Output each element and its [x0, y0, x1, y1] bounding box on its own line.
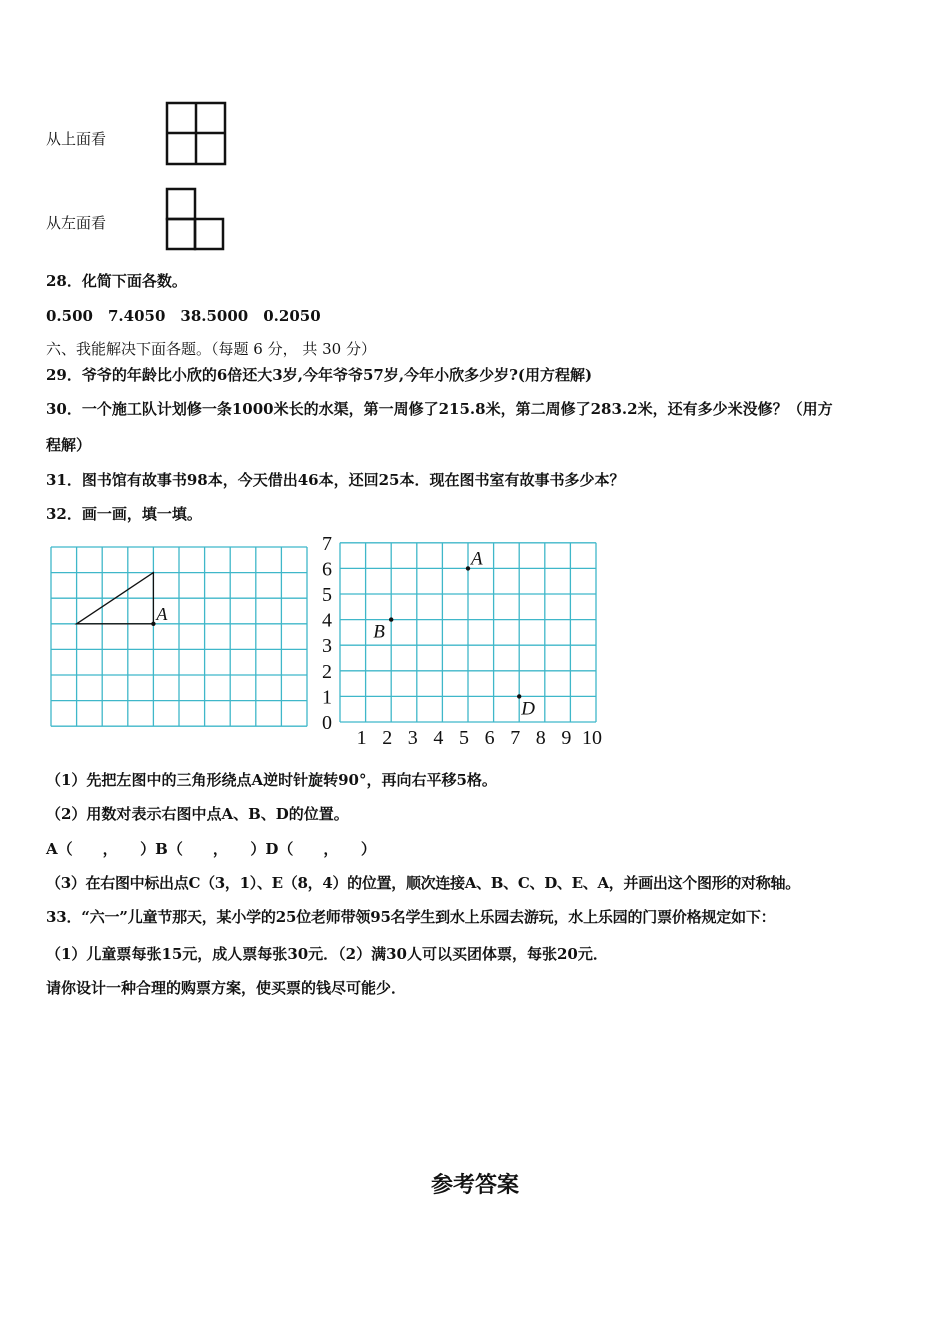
x-tick-label: 2 [382, 727, 393, 749]
x-tick-label: 3 [407, 727, 418, 749]
question-32-sub2: （2）用数对表示右图中点A、B、D的位置。 [46, 805, 349, 823]
question-30-line1: 30．一个施工队计划修一条1000米长的水渠，第一周修了215.8米，第二周修了283.2米，还有多少米没修？（用方 [46, 400, 833, 418]
left-grid-figure [48, 544, 312, 730]
question-32-title: 32．画一画，填一填。 [46, 505, 202, 523]
point-a-label: A [156, 603, 168, 624]
question-32-blanks: A（ ， ）B（ ， ）D（ ， ） [46, 840, 376, 858]
x-tick-label: 9 [561, 727, 572, 749]
top-view-label: 从上面看 [46, 130, 107, 148]
question-31: 31．图书馆有故事书98本，今天借出46本，还回25本．现在图书室有故事书多少本？ [46, 471, 625, 489]
x-tick-label: 6 [484, 727, 495, 749]
point-b-dot [389, 617, 393, 621]
question-33-line2: （1）儿童票每张15元，成人票每张30元．（2）满30人可以买团体票，每张20元． [46, 945, 608, 963]
point-a-label: A [471, 548, 483, 570]
answer-title: 参考答案 [430, 1172, 519, 1198]
question-28-numbers: 0.500 7.4050 38.5000 0.2050 [46, 307, 321, 325]
y-tick-label: 5 [322, 584, 332, 606]
question-32-sub1: （1）先把左图中的三角形绕点A逆时针旋转90°，再向右平移5格。 [46, 771, 497, 789]
left-view-figure [164, 186, 226, 252]
y-tick-label: 0 [322, 712, 332, 734]
y-tick-label: 4 [322, 609, 332, 632]
question-32-sub3: （3）在右图中标出点C（3，1）、E（8，4）的位置，顺次连接A、B、C、D、E、A，并画出这个图形的对称轴。 [46, 874, 800, 892]
top-view-figure [164, 100, 228, 168]
point-b-label: B [373, 621, 385, 643]
question-33-line3: 请你设计一种合理的购票方案，使买票的钱尽可能少． [46, 979, 407, 997]
section-6-title: 六、我能解决下面各题。（每题 6 分， 共 30 分） [46, 340, 376, 358]
y-tick-label: 2 [322, 660, 332, 683]
x-tick-label: 8 [535, 727, 546, 749]
x-tick-label: 5 [459, 727, 469, 749]
question-29: 29．爷爷的年龄比小欣的6倍还大3岁,今年爷爷57岁,今年小欣多少岁?(用方程解) [46, 366, 593, 384]
x-tick-label: 1 [356, 727, 367, 749]
question-30-line2: 程解） [46, 436, 92, 454]
x-tick-label: 7 [510, 727, 521, 749]
point-a-dot [151, 622, 155, 626]
question-33-line1: 33．“六一”儿童节那天，某小学的25位老师带领95名学生到水上乐园去游玩，水上乐园的门票价格规定如下： [46, 908, 776, 926]
left-view-label: 从左面看 [46, 214, 107, 232]
y-tick-label: 6 [322, 558, 332, 581]
right-grid-figure [318, 532, 614, 750]
y-tick-label: 1 [322, 686, 332, 709]
point-d-label: D [521, 698, 535, 720]
point-a-dot [466, 566, 470, 570]
y-tick-label: 7 [322, 532, 332, 555]
question-28-title: 28．化简下面各数。 [46, 272, 187, 290]
x-tick-label: 4 [433, 727, 444, 749]
y-tick-label: 3 [322, 635, 332, 658]
x-tick-label: 10 [582, 727, 602, 749]
